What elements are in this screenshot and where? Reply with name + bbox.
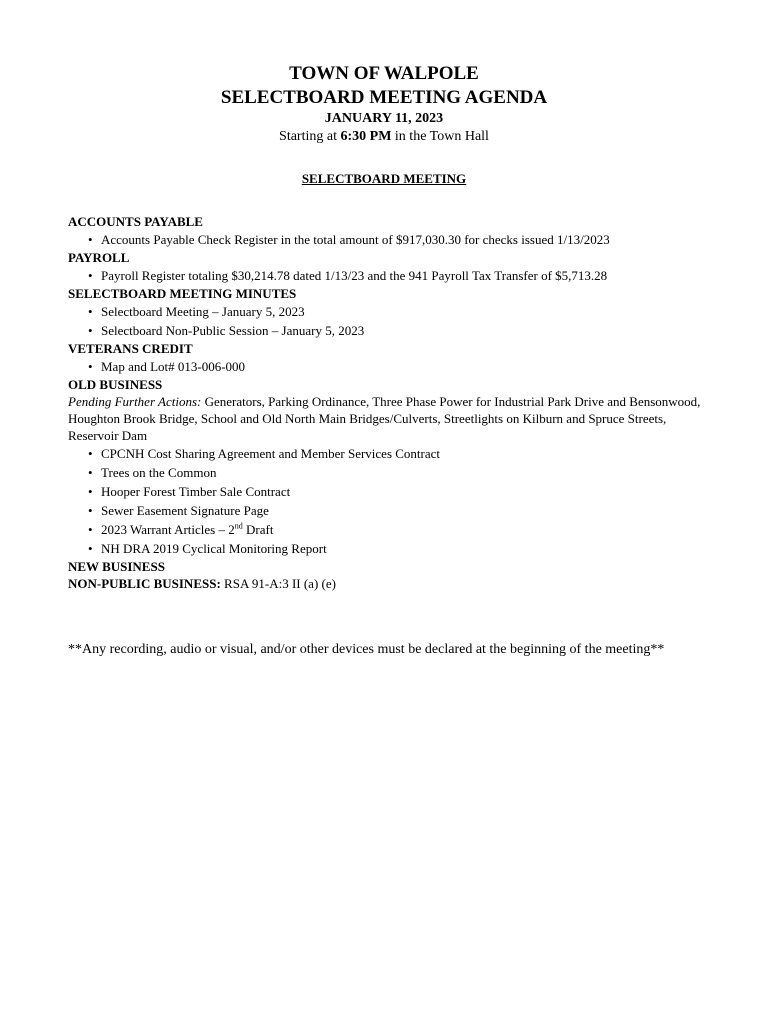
list-item	[68, 501, 708, 520]
list-item	[68, 357, 708, 376]
item-text: Trees on the Common	[101, 465, 217, 480]
list-item	[68, 444, 708, 463]
list-item	[68, 520, 708, 539]
section-veterans-credit: VETERANS CREDIT	[68, 341, 193, 356]
section-minutes: SELECTBOARD MEETING MINUTES	[68, 286, 297, 301]
bullet-icon: •	[88, 446, 93, 461]
item-text: Selectboard Non-Public Session – January 5, 2023	[101, 323, 365, 338]
meeting-subtitle: SELECTBOARD MEETING	[301, 171, 467, 186]
start-prefix: Starting at	[279, 129, 341, 144]
item-text: Hooper Forest Timber Sale Contract	[101, 484, 291, 499]
non-public-title: NON-PUBLIC BUSINESS:	[68, 576, 221, 591]
list-item	[68, 266, 708, 285]
start-time: 6:30 PM	[340, 129, 392, 144]
agenda-header	[0, 62, 768, 146]
start-time-line	[0, 128, 768, 146]
meeting-date: JANUARY 11, 2023	[324, 111, 444, 126]
warrant-suffix: Draft	[242, 522, 274, 537]
agenda-body	[68, 213, 708, 592]
section-old-business: OLD BUSINESS	[68, 377, 163, 392]
pending-actions	[68, 393, 708, 444]
item-text: CPCNH Cost Sharing Agreement and Member Services Contract	[101, 446, 441, 461]
list-item	[68, 482, 708, 501]
bullet-icon: •	[88, 465, 93, 480]
bullet-icon: •	[88, 304, 93, 319]
item-text: Map and Lot# 013-006-000	[101, 359, 246, 374]
list-item	[68, 230, 708, 249]
item-text: Accounts Payable Check Register in the total amount of $917,030.30 for checks issued 1/13/2023	[101, 232, 610, 247]
bullet-icon: •	[88, 359, 93, 374]
list-item	[68, 539, 708, 558]
item-text: Sewer Easement Signature Page	[101, 503, 269, 518]
warrant-superscript: nd	[234, 521, 243, 531]
list-item	[68, 302, 708, 321]
section-new-business: NEW BUSINESS	[68, 559, 165, 574]
bullet-icon: •	[88, 522, 93, 537]
item-text: Payroll Register totaling $30,214.78 dated 1/13/23 and the 941 Payroll Tax Transfer of $5,713.28	[101, 268, 608, 283]
section-accounts-payable: ACCOUNTS PAYABLE	[68, 214, 203, 229]
bullet-icon: •	[88, 232, 93, 247]
item-text: NH DRA 2019 Cyclical Monitoring Report	[101, 541, 327, 556]
bullet-icon: •	[88, 323, 93, 338]
agenda-title: SELECTBOARD MEETING AGENDA	[220, 87, 548, 108]
non-public-text: RSA 91-A:3 II (a) (e)	[220, 576, 336, 591]
list-item	[68, 463, 708, 482]
bullet-icon: •	[88, 503, 93, 518]
pending-label: Pending Further Actions:	[68, 394, 202, 409]
non-public-line	[68, 575, 708, 592]
recording-notice: **Any recording, audio or visual, and/or other devices must be declared at the beginning of the meeting**	[68, 642, 665, 657]
town-name: TOWN OF WALPOLE	[289, 63, 479, 84]
list-item	[68, 321, 708, 340]
bullet-icon: •	[88, 541, 93, 556]
warrant-text: 2023 Warrant Articles – 2	[101, 522, 235, 537]
start-suffix: in the Town Hall	[391, 129, 489, 144]
section-payroll: PAYROLL	[68, 250, 130, 265]
bullet-icon: •	[88, 484, 93, 499]
item-text: Selectboard Meeting – January 5, 2023	[101, 304, 305, 319]
bullet-icon: •	[88, 268, 93, 283]
pending-text: Generators, Parking Ordinance, Three Phase Power for Industrial Park Drive and Bensonwood, Houghton Brook Bridge, School and Old North Main Bridges/Culverts, Streetlights on Kilburn and Spruce Streets, Reservoir Dam	[68, 394, 701, 443]
